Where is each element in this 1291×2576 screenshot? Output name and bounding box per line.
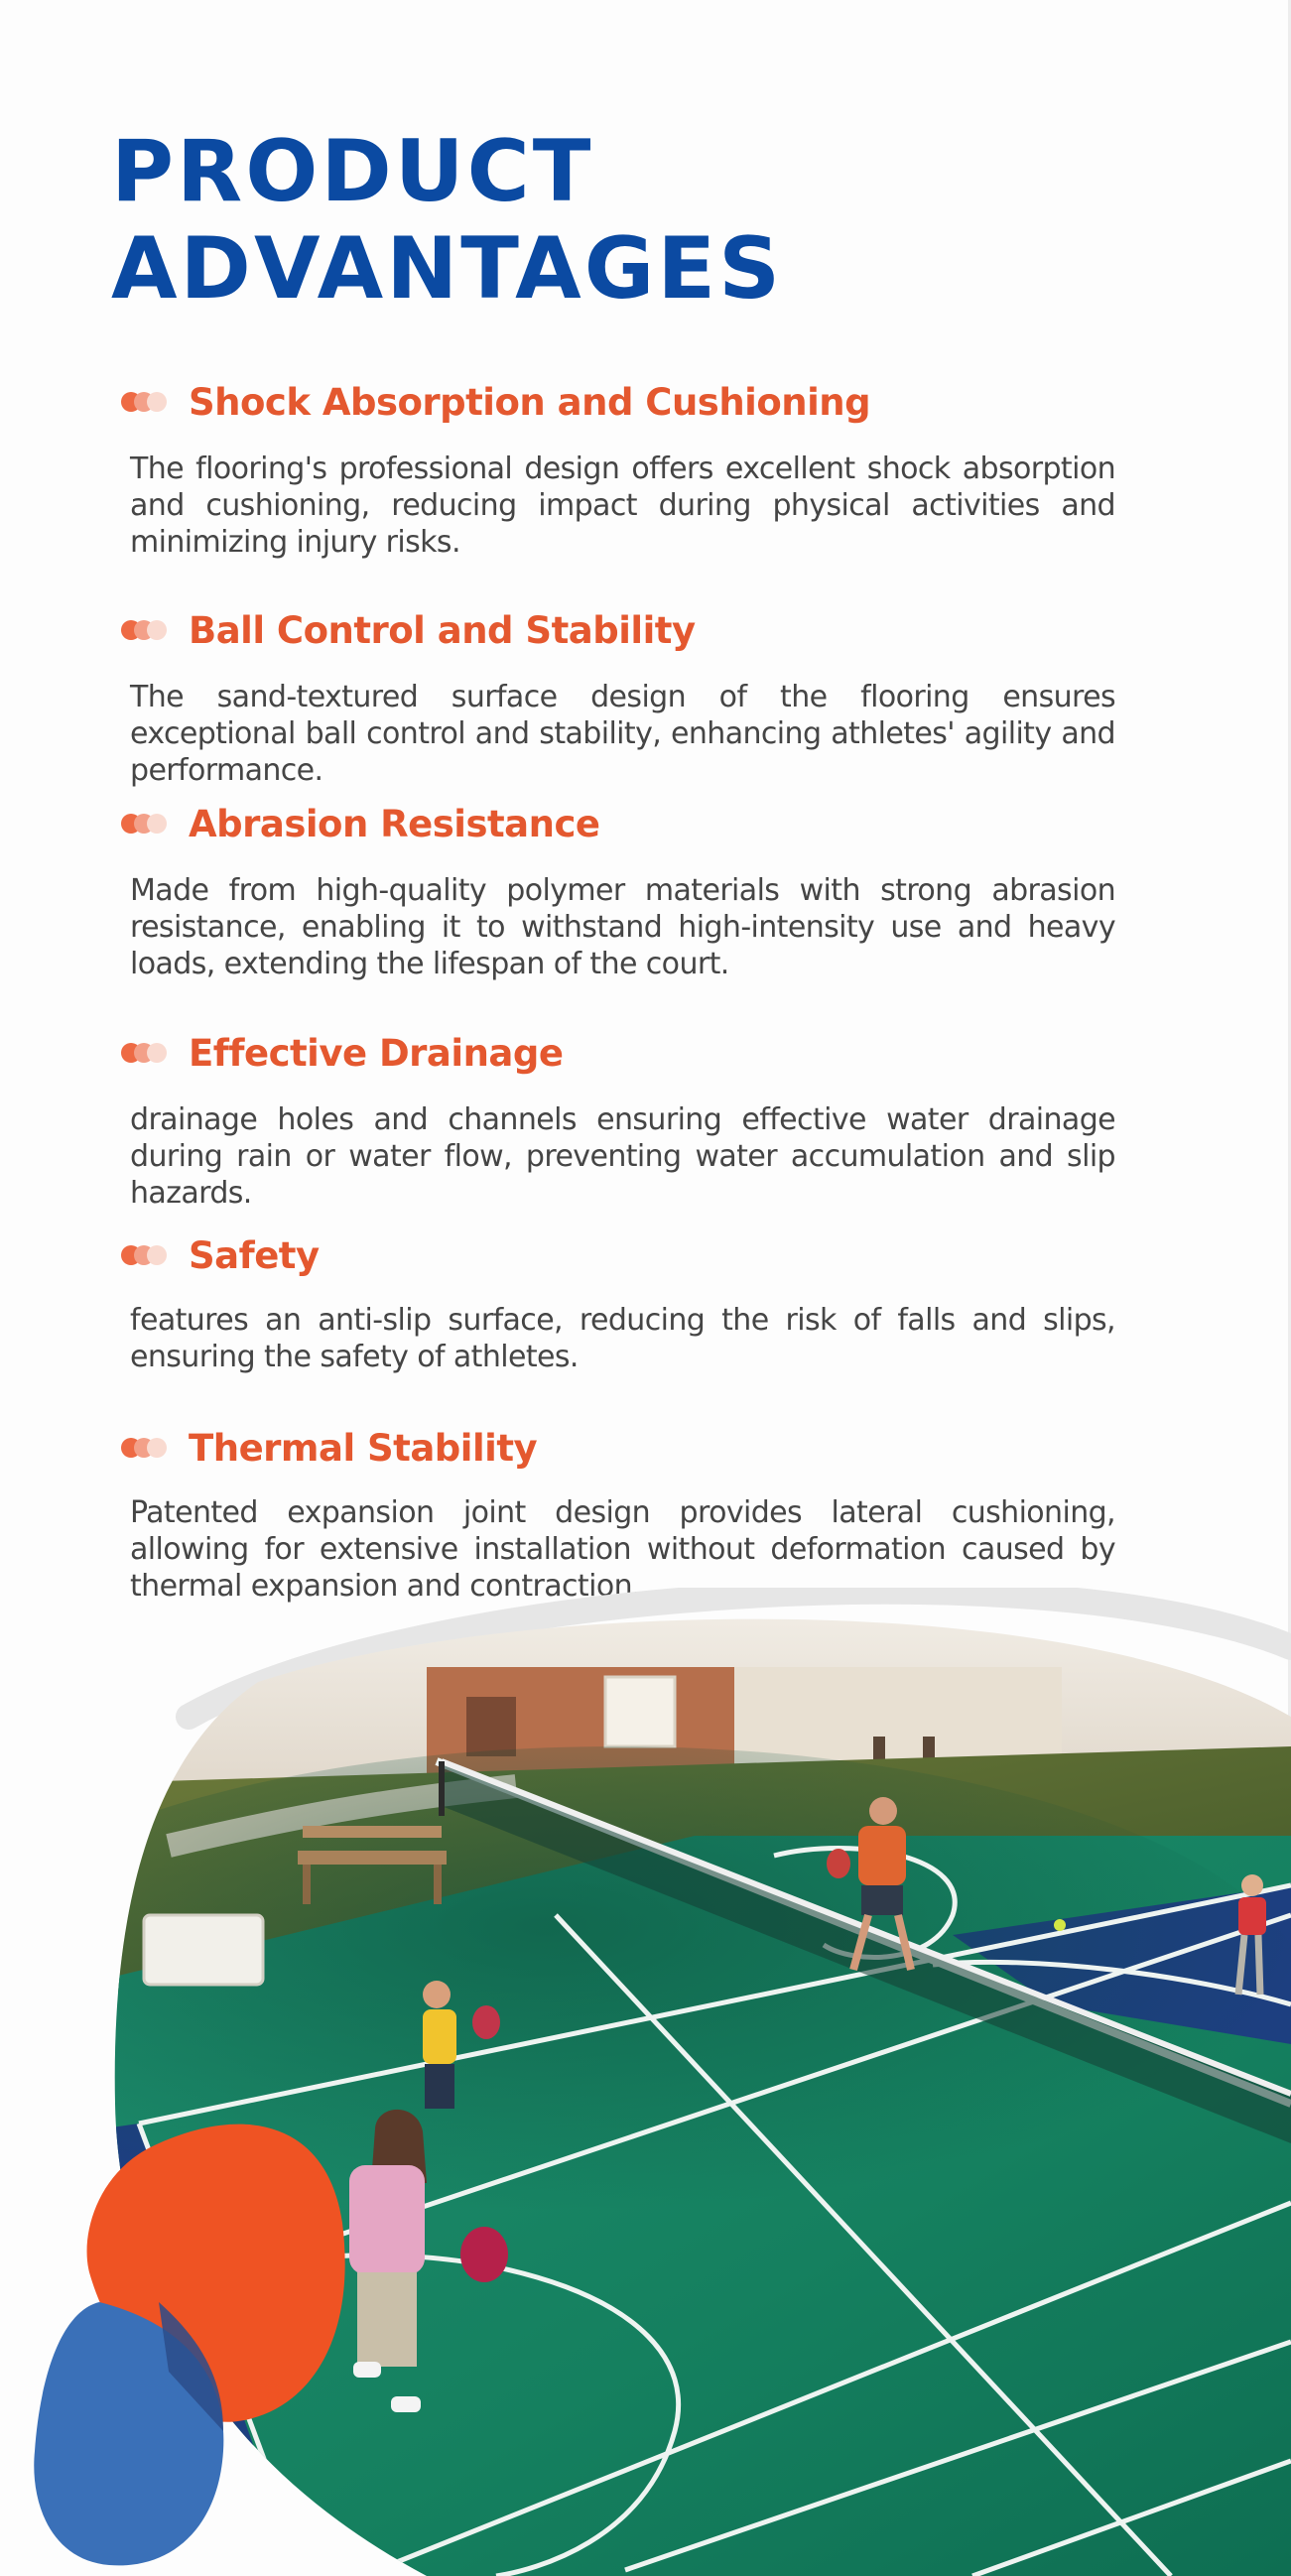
feature-description: Made from high-quality polymer materials with strong abrasion resistance, enabling it to withstand high-intensity use and heavy loads, extending the lifespan of the court. (130, 873, 1115, 981)
feature-title: Effective Drainage (189, 1031, 564, 1075)
feature-title: Shock Absorption and Cushioning (189, 380, 871, 424)
feature-header (121, 605, 696, 655)
feature-header (121, 799, 600, 848)
feature-header (121, 1028, 563, 1078)
feature-title: Thermal Stability (189, 1426, 538, 1470)
page-title (111, 123, 783, 318)
three-dots-icon (121, 1435, 175, 1461)
feature-description: The sand-textured surface design of the flooring ensures exceptional ball control and stability, enhancing athletes' agility and performance. (130, 680, 1115, 788)
three-dots-icon (121, 1242, 175, 1268)
storage-box (144, 1915, 263, 1985)
feature-description: The flooring's professional design offers excellent shock absorption and cushioning, reducing impact during physical activities and minimizing injury risks. (130, 451, 1115, 560)
ball (1054, 1919, 1066, 1931)
feature-header (121, 377, 870, 427)
three-dots-icon (121, 811, 175, 837)
family-pickleball-court-illustration (0, 1588, 1291, 2576)
feature-title: Safety (189, 1233, 320, 1277)
feature-header (121, 1230, 320, 1280)
feature-header (121, 1423, 537, 1473)
feature-title: Ball Control and Stability (189, 608, 696, 652)
page-title-line-1: PRODUCT (111, 122, 594, 221)
three-dots-icon (121, 389, 175, 415)
feature-description: Patented expansion joint design provides lateral cushioning, allowing for extensive installation without deformation caused by thermal expansion and contraction. (130, 1495, 1115, 1604)
page-title-line-2: ADVANTAGES (111, 219, 784, 319)
court-photo (0, 1588, 1291, 2576)
feature-description: drainage holes and channels ensuring effective water drainage during rain or water flow, preventing water accumulation and slip hazards. (130, 1102, 1115, 1211)
three-dots-icon (121, 617, 175, 643)
feature-description: features an anti-slip surface, reducing the risk of falls and slips, ensuring the safety of athletes. (130, 1303, 1115, 1374)
three-dots-icon (121, 1040, 175, 1066)
feature-title: Abrasion Resistance (189, 802, 600, 845)
